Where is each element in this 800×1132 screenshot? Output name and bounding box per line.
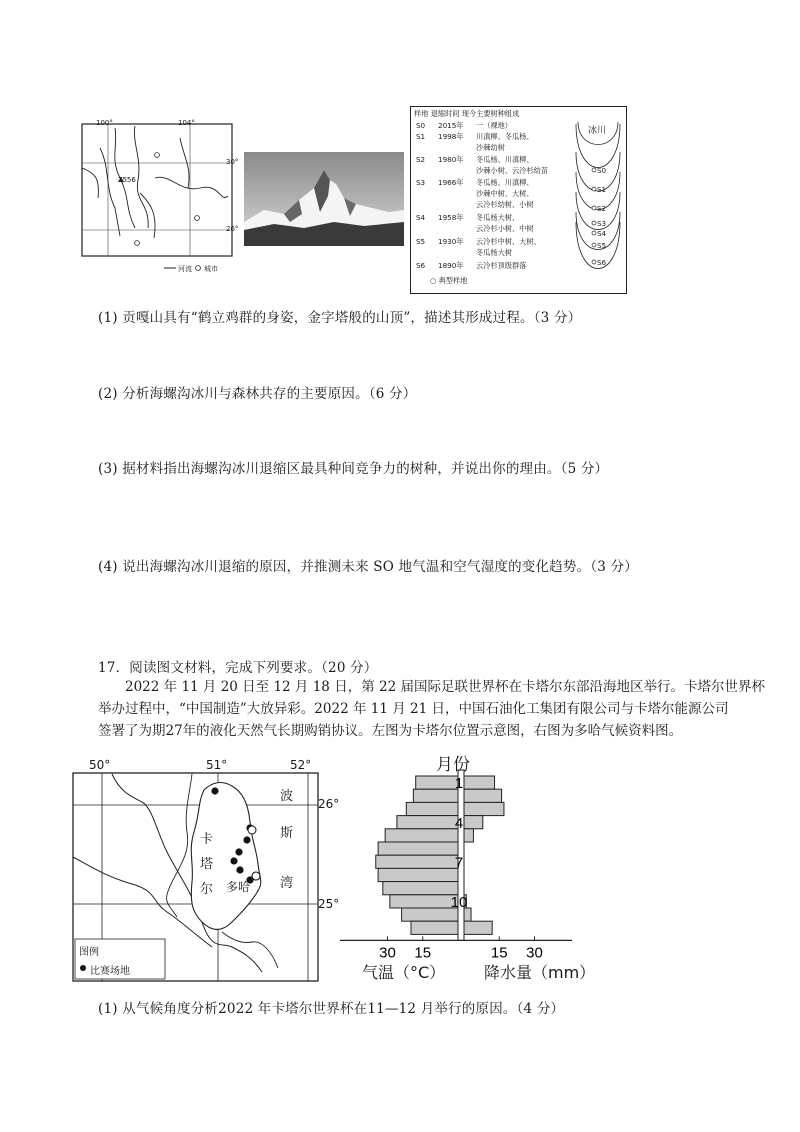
diagram-site: S4 bbox=[597, 229, 607, 238]
row-year: 1980年 bbox=[438, 155, 464, 164]
site-marker-icon: ○ bbox=[430, 276, 439, 285]
lat-label: 26° bbox=[226, 225, 239, 233]
tree-line: 冬瓜杨、川滇柳、 bbox=[476, 178, 534, 187]
month-tick-label: 10 bbox=[450, 894, 468, 911]
tree-line: 沙棘中树、大树、 bbox=[476, 189, 534, 199]
month-tick-label: 7 bbox=[454, 854, 464, 872]
lon-label: 51° bbox=[206, 758, 228, 772]
question-17-1: (1) 从气候角度分析2022 年卡塔尔世界杯在11—12 月举行的原因。（4 分） bbox=[98, 1001, 565, 1017]
row-year: 1998年 bbox=[438, 132, 464, 141]
tree-line: 沙棘幼树 bbox=[476, 143, 505, 153]
lat-label: 25° bbox=[318, 897, 340, 911]
country-label: 卡 bbox=[200, 832, 214, 847]
row-site: S2 bbox=[416, 155, 426, 164]
tree-line: 云冷杉幼树、小树 bbox=[476, 200, 534, 210]
diagram-site: S3 bbox=[597, 219, 607, 228]
month-axis-label: 月份 bbox=[436, 755, 470, 775]
tree-line: 川滇柳、冬瓜杨、 bbox=[476, 132, 534, 141]
site-legend bbox=[430, 275, 467, 286]
question-16-4: (4) 说出海螺沟冰川退缩的原因，并推测未来 SO 地气温和空气湿度的变化趋势。（3 分） bbox=[98, 559, 638, 575]
region-map bbox=[80, 118, 240, 283]
header-site: 样地 bbox=[414, 109, 429, 118]
row-trees bbox=[476, 154, 548, 176]
temp-tick-label: 15 bbox=[414, 944, 432, 962]
sea-label: 湾 bbox=[280, 876, 294, 891]
sea-label: 波 bbox=[280, 789, 294, 804]
xlabel-temp: 气温（°C） bbox=[362, 963, 446, 982]
header-trees: 现今主要树种组成 bbox=[461, 109, 520, 118]
precip-tick-label: 30 bbox=[526, 944, 543, 962]
question-16-2: (2) 分析海螺沟冰川与森林共存的主要原因。（6 分） bbox=[98, 386, 417, 402]
temp-bar bbox=[378, 868, 458, 881]
row-year: 1930年 bbox=[438, 237, 464, 246]
material-line: 签署了为期27年的液化天然气长期购销协议。左图为卡塔尔位置示意图，右图为多哈气候资料图。 bbox=[98, 723, 683, 739]
glacier-label: 冰川 bbox=[588, 126, 607, 136]
tree-line: 冬瓜杨大树、 bbox=[476, 213, 520, 222]
precip-bar bbox=[464, 816, 483, 829]
row-site: S1 bbox=[416, 132, 426, 141]
temp-bar bbox=[383, 882, 458, 895]
row-year: 1890年 bbox=[438, 261, 464, 270]
row-trees bbox=[476, 236, 541, 258]
table-header bbox=[414, 108, 519, 119]
xlabel-precip: 降水量（mm） bbox=[484, 963, 596, 982]
question-16-1: (1) 贡嘎山具有“鹤立鸡群的身姿，金字塔般的山顶”，描述其形成过程。（3 分） bbox=[98, 310, 582, 326]
precip-bar bbox=[464, 776, 495, 789]
legend-city: 城市 bbox=[204, 265, 218, 273]
table-row bbox=[416, 120, 425, 131]
temp-bar bbox=[385, 829, 458, 842]
country-label: 尔 bbox=[200, 882, 214, 897]
lon-label: 52° bbox=[290, 758, 312, 772]
tree-line: 云冷杉小树、中树 bbox=[476, 224, 534, 234]
row-site: S6 bbox=[416, 261, 426, 270]
temp-bar bbox=[416, 776, 458, 789]
lon-label: 104° bbox=[178, 119, 195, 127]
row-trees: 一（裸地） bbox=[476, 121, 512, 130]
row-site: S0 bbox=[416, 121, 426, 130]
precip-bar bbox=[464, 921, 492, 934]
diagram-site: S5 bbox=[597, 241, 607, 250]
tree-line: 冬瓜杨大树 bbox=[476, 248, 512, 258]
row-trees: 云冷杉顶级群落 bbox=[476, 261, 527, 270]
temp-bar bbox=[378, 842, 458, 855]
lat-label: 30° bbox=[226, 158, 239, 166]
peak-label: 7556 bbox=[118, 176, 136, 184]
temp-bar bbox=[376, 855, 458, 868]
legend-item: 比赛场地 bbox=[90, 966, 130, 977]
temp-tick-label: 30 bbox=[379, 944, 396, 962]
precip-bar bbox=[464, 789, 502, 802]
diagram-site: S6 bbox=[597, 258, 607, 267]
temp-bar bbox=[390, 895, 458, 908]
temp-bar bbox=[402, 908, 458, 921]
lon-label: 100° bbox=[96, 119, 113, 127]
diagram-site: S1 bbox=[597, 185, 607, 194]
row-trees bbox=[476, 131, 534, 153]
temp-bar bbox=[411, 921, 458, 934]
temp-bar bbox=[413, 789, 458, 802]
month-tick-label: 1 bbox=[454, 775, 464, 793]
row-site: S3 bbox=[416, 178, 426, 187]
question-17-material bbox=[98, 676, 765, 742]
month-tick-label: 4 bbox=[454, 814, 464, 832]
material-line: 举办过程中，“中国制造”大放异彩。2022 年 11 月 21 日，中国石油化工集团有限公司与卡塔尔能源公司 bbox=[98, 701, 729, 717]
temp-bar bbox=[397, 816, 458, 829]
country-label: 塔 bbox=[200, 857, 214, 872]
precip-tick-label: 15 bbox=[490, 944, 508, 962]
material-line: 2022 年 11 月 20 日至 12 月 18 日，第 22 届国际足联世界杯在卡塔尔东部沿海地区举行。卡塔尔世界杯 bbox=[125, 679, 765, 695]
question-16-3: (3) 据材料指出海螺沟冰川退缩区最具种间竞争力的树种，并说出你的理由。（5 分） bbox=[98, 461, 609, 477]
row-site: S4 bbox=[416, 213, 426, 222]
lat-label: 26° bbox=[318, 797, 340, 811]
row-year: 1958年 bbox=[438, 213, 464, 222]
tree-line: 云冷杉中树、大树、 bbox=[476, 237, 541, 246]
question-17-title: 17．阅读图文材料，完成下列要求。（20 分） bbox=[98, 660, 378, 676]
legend-label: 典型样地 bbox=[438, 276, 468, 285]
row-trees bbox=[476, 212, 534, 234]
climate-chart bbox=[340, 752, 575, 982]
diagram-site: S2 bbox=[597, 204, 607, 213]
sea-label: 斯 bbox=[280, 826, 294, 841]
tree-line: 冬瓜杨、川滇柳、 bbox=[476, 155, 534, 164]
diagram-site: S0 bbox=[597, 166, 607, 175]
header-time: 退缩时间 bbox=[430, 109, 460, 118]
precip-bar bbox=[464, 829, 473, 842]
precip-bar bbox=[464, 802, 504, 815]
mountain-photo bbox=[244, 152, 404, 246]
legend-river: 河流 bbox=[178, 265, 192, 273]
lon-label: 50° bbox=[89, 758, 111, 772]
city-label-doha: 多哈 bbox=[226, 880, 251, 894]
row-year: 2015年 bbox=[438, 121, 464, 130]
row-site: S5 bbox=[416, 237, 426, 246]
row-year: 1966年 bbox=[438, 178, 464, 187]
temp-bar bbox=[406, 802, 458, 815]
row-trees bbox=[476, 177, 534, 211]
legend-title: 图例 bbox=[79, 947, 99, 958]
tree-line: 沙棘小树、云冷杉幼苗 bbox=[476, 166, 548, 176]
